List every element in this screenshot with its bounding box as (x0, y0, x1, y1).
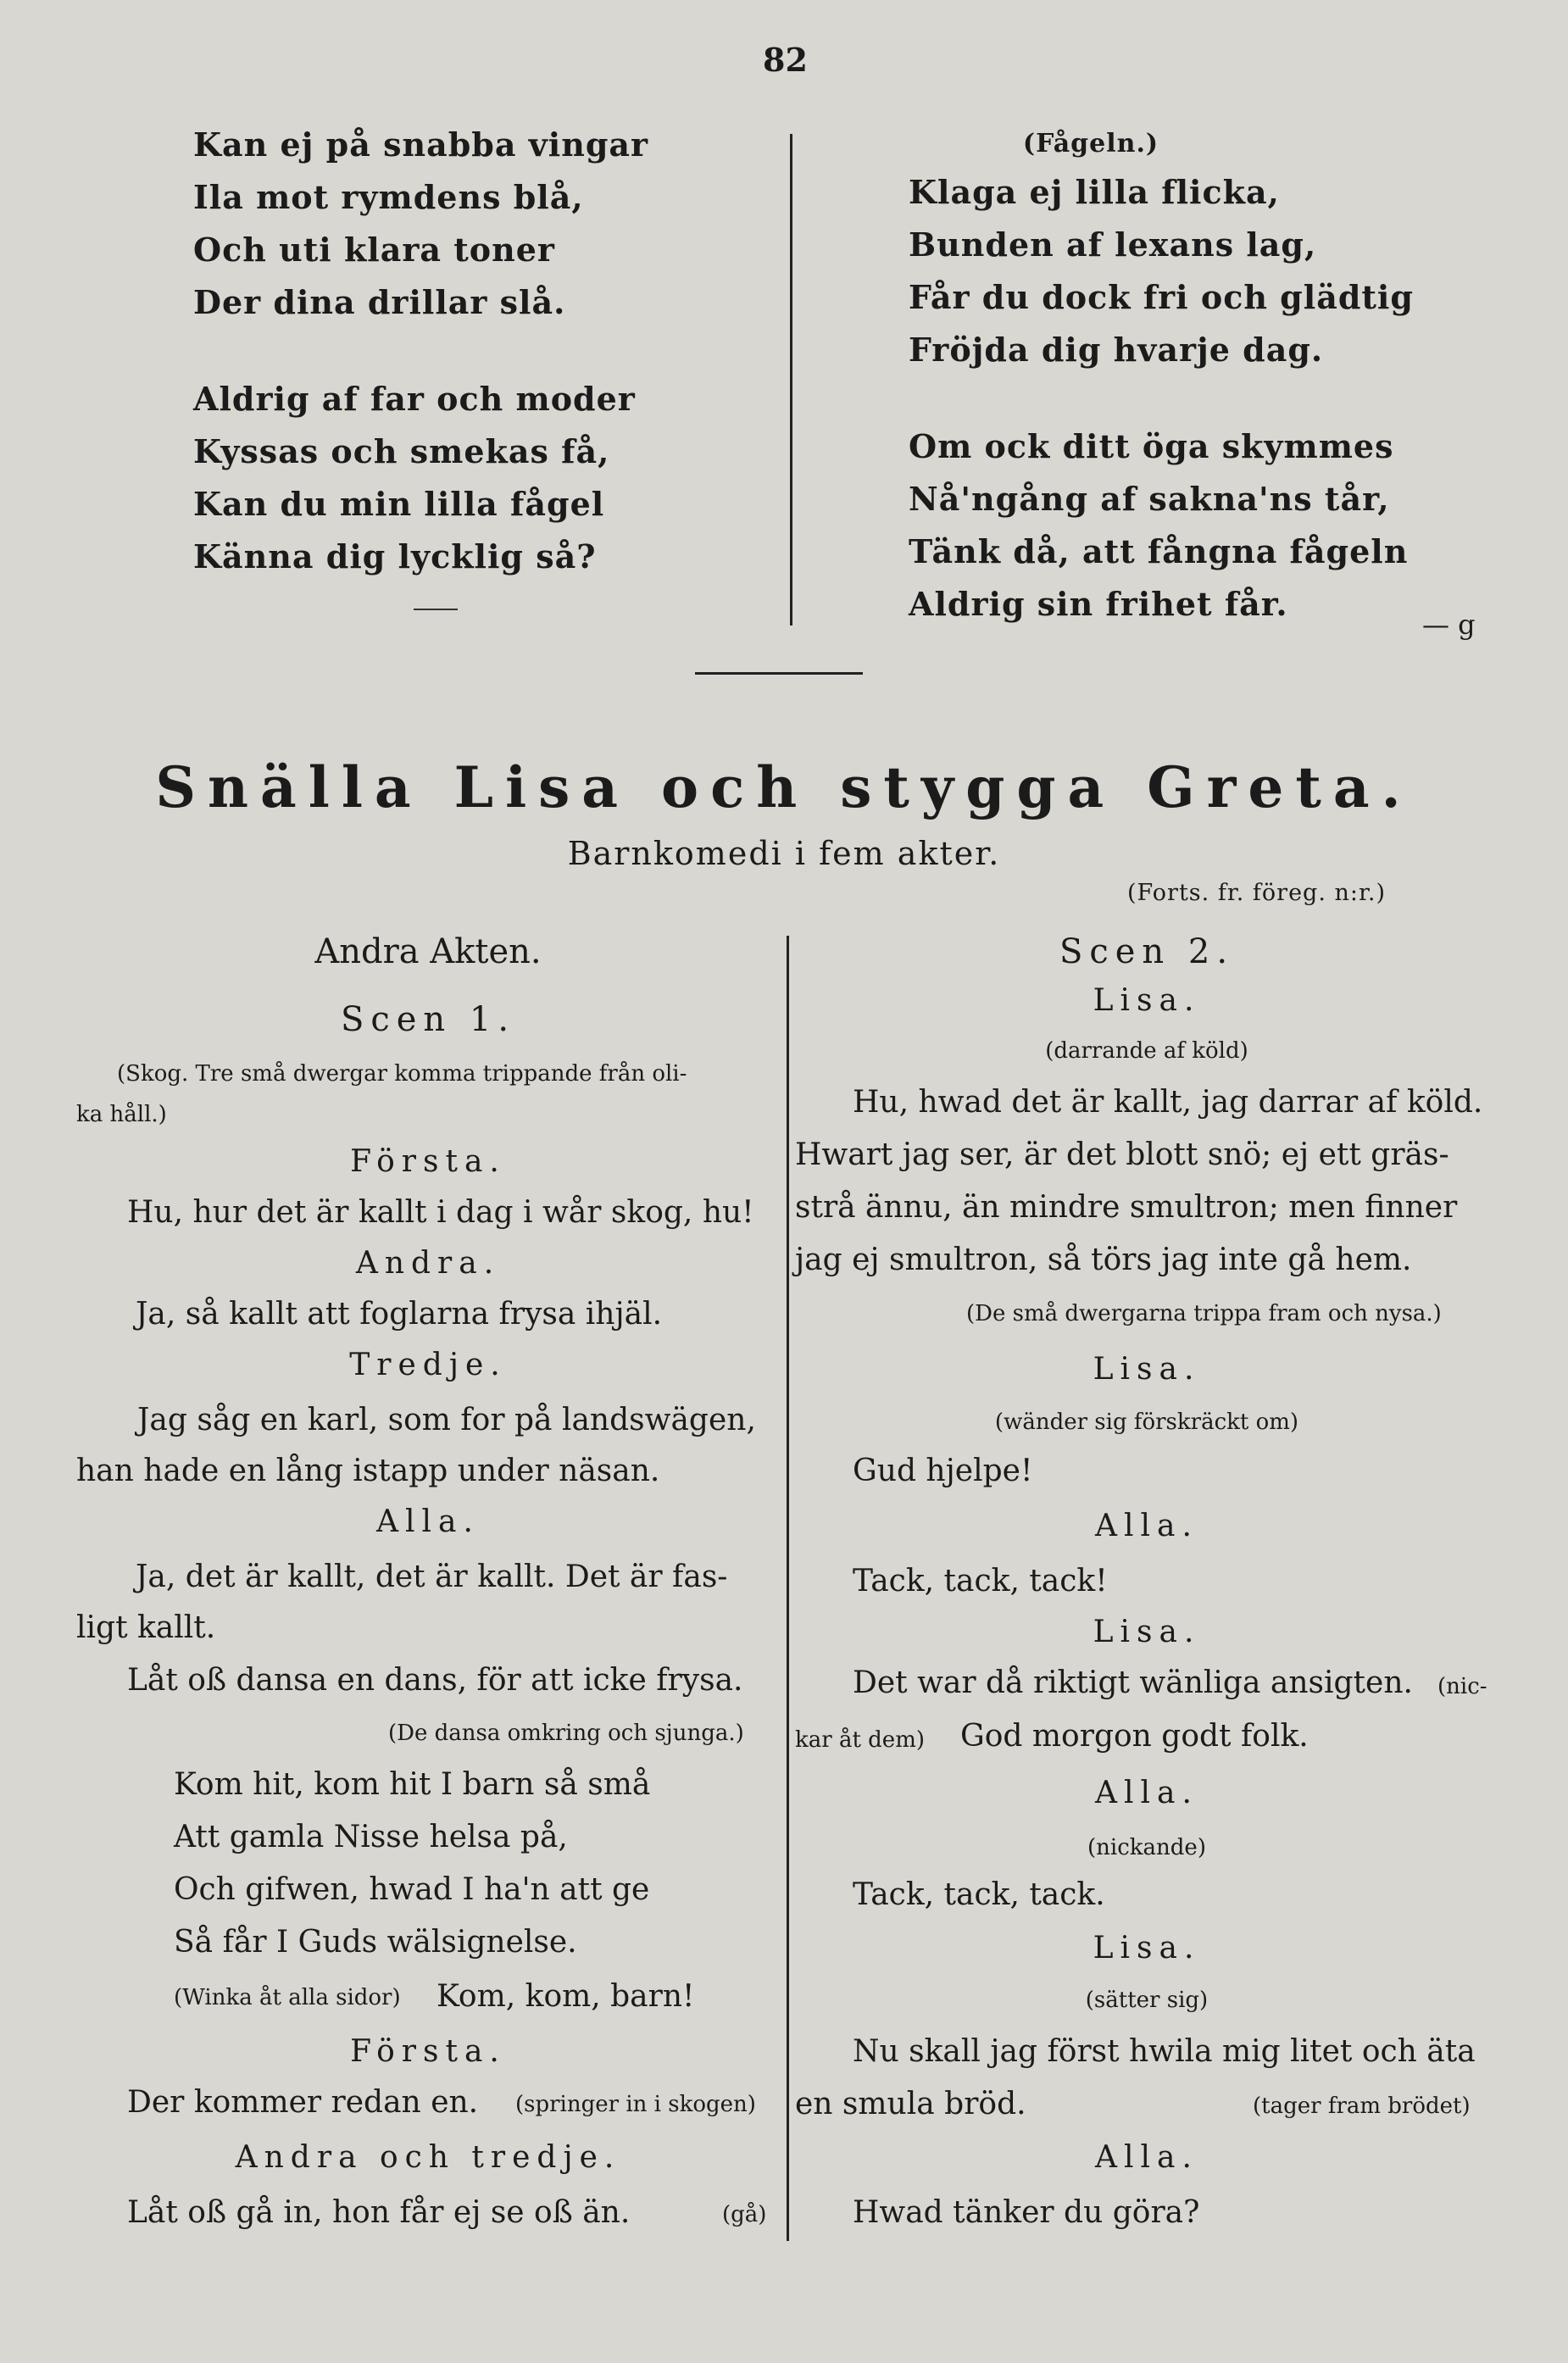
poem-line: Klaga ej lilla flicka, (909, 173, 1280, 211)
poem-line: Kan ej på snabba vingar (193, 125, 649, 164)
column-divider (787, 936, 789, 2241)
speaker-name: Lisa. (1093, 1352, 1201, 1387)
dialogue-line: Det war då riktigt wänliga ansigten. (853, 1665, 1413, 1700)
dialogue-line: Der kommer redan en. (127, 2085, 479, 2120)
dialogue-line: jag ej smultron, så törs jag inte gå hem. (795, 1243, 1412, 1277)
stage-direction: (Skog. Tre små dwergar komma trippande från oli- (117, 1061, 687, 1087)
dialogue-line: Hwad tänker du göra? (853, 2195, 1200, 2230)
speaker-name: Lisa. (1093, 1931, 1201, 1965)
stage-direction: (nickande) (1087, 1835, 1206, 1860)
poem-line: Aldrig af far och moder (193, 380, 636, 418)
speaker-name: Första. (350, 2034, 506, 2069)
section-rule (695, 672, 863, 675)
stage-direction: kar åt dem) (795, 1727, 925, 1753)
stage-direction: (nic- (1437, 1674, 1487, 1699)
scene-heading: Scen 1. (340, 1000, 516, 1039)
dialogue-line: ligt kallt. (76, 1610, 216, 1645)
song-line: Så får I Guds wälsignelse. (174, 1925, 577, 1960)
speaker-name: Lisa. (1093, 983, 1201, 1018)
poem-line: Kyssas och smekas få, (193, 432, 610, 470)
stage-direction: (De dansa omkring och sjunga.) (388, 1721, 744, 1746)
dialogue-line: Hwart jag ser, är det blott snö; ej ett gräs- (795, 1137, 1449, 1172)
song-line: Och gifwen, hwad I ha'n att ge (174, 1872, 650, 1907)
poem-line: Tänk då, att fångna fågeln (909, 532, 1409, 570)
play-title: Snälla Lisa och stygga Greta. (155, 754, 1413, 820)
scene-heading: Scen 2. (1059, 932, 1235, 971)
dialogue-line: Jag såg en karl, som for på landswägen, (137, 1403, 756, 1437)
poem-line: Bunden af lexans lag, (909, 225, 1317, 264)
poem-line: Får du dock fri och glädtig (909, 278, 1414, 316)
dialogue-line: Hu, hur det är kallt i dag i wår skog, hu! (127, 1195, 754, 1230)
stage-direction: (De små dwergarna trippa fram och nysa.) (966, 1301, 1442, 1326)
song-line: Kom hit, kom hit I barn så små (174, 1767, 651, 1802)
stage-direction: (wänder sig förskräckt om) (994, 1409, 1299, 1435)
poem-line: Nå'ngång af sakna'ns tår, (909, 480, 1390, 518)
dialogue-line: han hade en lång istapp under näsan. (76, 1454, 660, 1488)
poem-speaker: (Fågeln.) (1022, 129, 1159, 158)
dialogue-line: Nu skall jag först hwila mig litet och äta (853, 2034, 1476, 2069)
act-heading: Andra Akten. (314, 932, 542, 971)
play-subtitle: Barnkomedi i fem akter. (567, 835, 1001, 872)
speaker-name: Tredje. (349, 1348, 507, 1382)
stage-direction: (tager fram brödet) (1253, 2093, 1471, 2119)
poem-left (193, 119, 648, 583)
dialogue-line: Låt oß gå in, hon får ej se oß än. (127, 2195, 631, 2230)
dialogue-line: Ja, det är kallt, det är kallt. Det är fas- (136, 1560, 728, 1594)
dialogue-line: Gud hjelpe! (853, 1454, 1033, 1488)
dialogue-line: strå ännu, än mindre smultron; men finner (795, 1190, 1458, 1225)
stage-direction: (darrande af köld) (1045, 1038, 1248, 1064)
dialogue-line: Låt oß dansa en dans, för att icke frysa. (127, 1663, 743, 1698)
song-line: Att gamla Nisse helsa på, (174, 1820, 568, 1854)
speaker-name: Alla. (376, 1504, 480, 1539)
poem-line: Kan du min lilla fågel (193, 485, 605, 523)
speaker-name: Alla. (1095, 1776, 1198, 1810)
poem-signature: — g (1422, 609, 1476, 641)
speaker-name: Andra. (355, 1246, 501, 1281)
speaker-name: Första. (350, 1144, 506, 1179)
stage-direction: (sätter sig) (1085, 1988, 1209, 2013)
poem-line: Om ock ditt öga skymmes (909, 427, 1394, 465)
dialogue-line: Hu, hwad det är kallt, jag darrar af köld. (853, 1085, 1483, 1120)
poem-line: Fröjda dig hvarje dag. (909, 331, 1324, 369)
stage-direction: (gå) (722, 2202, 767, 2227)
poem-end-dash (414, 609, 458, 610)
speaker-name: Alla. (1095, 1509, 1198, 1543)
speaker-name: Alla. (1095, 2140, 1198, 2175)
dialogue-line: en smula bröd. (795, 2087, 1026, 2121)
dialogue-line: Tack, tack, tack. (853, 1877, 1105, 1912)
poem-line: Aldrig sin frihet får. (909, 585, 1288, 623)
stage-direction: ka håll.) (76, 1102, 167, 1127)
speaker-name: Lisa. (1093, 1615, 1201, 1649)
poem-line: Ila mot rymdens blå, (193, 178, 584, 216)
dialogue-line: Ja, så kallt att foglarna frysa ihjäl. (136, 1297, 663, 1332)
continued-note: (Forts. fr. föreg. n:r.) (1127, 880, 1387, 906)
stage-direction: (Winka åt alla sidor) (174, 1985, 401, 2010)
dialogue-line: God morgon godt folk. (960, 1719, 1309, 1754)
poem-line: Känna dig lycklig så? (193, 537, 597, 575)
dialogue-line: Kom, kom, barn! (436, 1979, 695, 2014)
poem-right (909, 127, 1414, 631)
poem-line: Der dina drillar slå. (193, 283, 566, 321)
page-number: 82 (763, 41, 808, 79)
poem-line: Och uti klara toner (193, 231, 555, 269)
stage-direction: (springer in i skogen) (515, 2092, 756, 2117)
speaker-name: Andra och tredje. (235, 2140, 621, 2175)
column-divider (790, 134, 792, 626)
dialogue-line: Tack, tack, tack! (853, 1564, 1108, 1598)
